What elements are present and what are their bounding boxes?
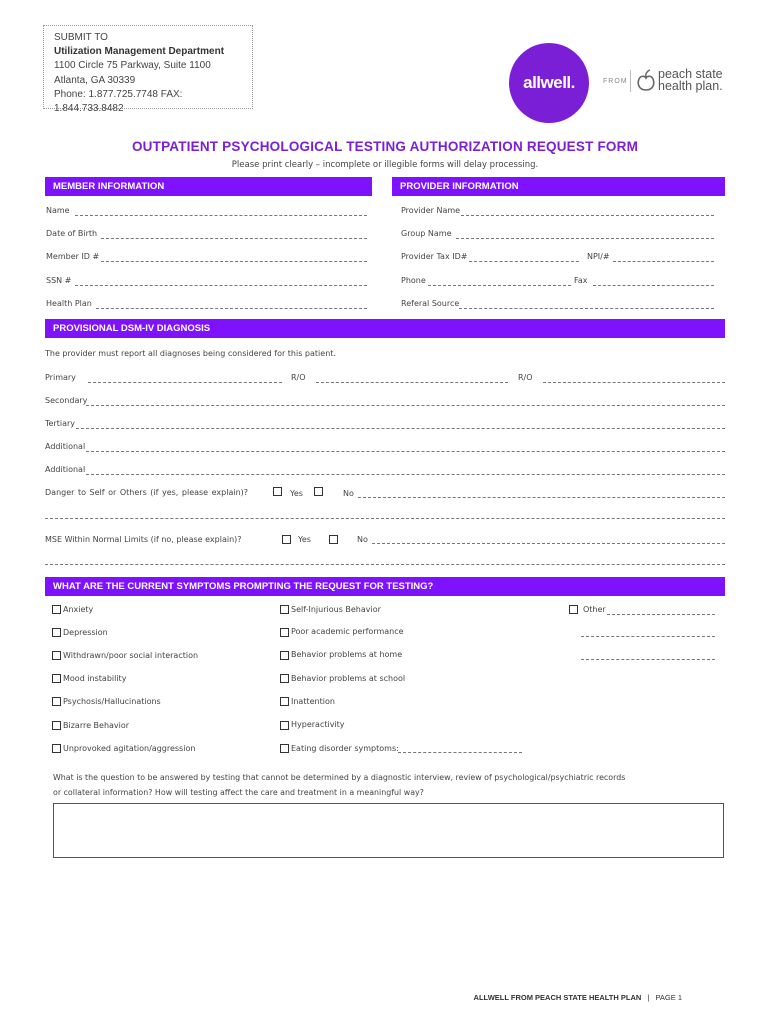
secondary-label: Secondary xyxy=(45,396,88,405)
symptom-label-inattention: Inattention xyxy=(291,697,335,706)
additional-field-2[interactable] xyxy=(86,474,725,475)
diagnosis-header: PROVISIONAL DSM-IV DIAGNOSIS xyxy=(45,319,725,338)
member-health-plan-label: Health Plan xyxy=(46,299,92,308)
testing-question-textbox[interactable] xyxy=(53,803,724,858)
group-name-label: Group Name xyxy=(401,229,452,238)
symptom-label-agitation: Unprovoked agitation/aggression xyxy=(63,744,196,753)
provider-fax-field[interactable] xyxy=(593,285,714,286)
mse-question: MSE Within Normal Limits (if no, please explain)? xyxy=(45,535,242,544)
danger-no-checkbox[interactable] xyxy=(314,487,323,496)
member-ssn-field[interactable] xyxy=(75,285,367,286)
peach-state-line1: peach state xyxy=(658,67,723,81)
diagnosis-note: The provider must report all diagnoses being considered for this patient. xyxy=(45,349,336,358)
submit-phone-fax: Phone: 1.877.725.7748 FAX: 1.844.733.8482 xyxy=(54,88,183,115)
submit-department: Utilization Management Department xyxy=(54,46,225,58)
danger-explain-field[interactable] xyxy=(358,497,725,498)
secondary-field[interactable] xyxy=(86,405,725,406)
danger-yes-label: Yes xyxy=(290,489,303,498)
member-id-label: Member ID # xyxy=(46,252,100,261)
footer-separator: | xyxy=(647,993,650,1002)
additional-label-1: Additional xyxy=(45,442,86,451)
provider-tax-id-label: Provider Tax ID# xyxy=(401,252,468,261)
symptom-checkbox-bizarre[interactable] xyxy=(52,721,61,730)
provider-name-label: Provider Name xyxy=(401,206,461,215)
mse-no-checkbox[interactable] xyxy=(329,535,338,544)
symptom-label-home: Behavior problems at home xyxy=(291,650,403,659)
symptom-label-academic: Poor academic performance xyxy=(291,627,404,636)
symptom-label-withdrawn: Withdrawn/poor social interaction xyxy=(63,651,199,660)
footer-page: PAGE 1 xyxy=(655,993,682,1002)
member-name-field[interactable] xyxy=(75,215,367,216)
logo-separator xyxy=(630,70,631,92)
additional-field-1[interactable] xyxy=(86,451,725,452)
mse-yes-checkbox[interactable] xyxy=(282,535,291,544)
other-field-2[interactable] xyxy=(581,636,715,637)
footer-brand: ALLWELL FROM PEACH STATE HEALTH PLAN xyxy=(473,993,642,1002)
symptom-checkbox-hyperactivity[interactable] xyxy=(280,721,289,730)
submit-to-box xyxy=(43,25,253,115)
symptom-label-hyperactivity: Hyperactivity xyxy=(291,720,345,729)
member-info-header: MEMBER INFORMATION xyxy=(45,177,372,196)
symptom-label-school: Behavior problems at school xyxy=(291,674,406,683)
symptom-checkbox-agitation[interactable] xyxy=(52,744,61,753)
danger-no-label: No xyxy=(343,489,354,498)
mse-no-label: No xyxy=(357,535,368,544)
member-ssn-label: SSN # xyxy=(46,276,72,285)
mse-explain-field[interactable] xyxy=(372,543,725,544)
eating-disorder-field[interactable] xyxy=(398,752,522,753)
allwell-logo xyxy=(509,43,589,123)
group-name-field[interactable] xyxy=(456,238,714,239)
other-field-1[interactable] xyxy=(607,614,715,615)
symptom-checkbox-self-injurious[interactable] xyxy=(280,605,289,614)
danger-yes-checkbox[interactable] xyxy=(273,487,282,496)
testing-question-line1: What is the question to be answered by testing that cannot be determined by a diagnostic interview, review of psychological/psychiatric records xyxy=(53,773,626,782)
ro-field-2[interactable] xyxy=(543,382,725,383)
additional-label-2: Additional xyxy=(45,465,86,474)
provider-info-header: PROVIDER INFORMATION xyxy=(392,177,725,196)
symptom-label-bizarre: Bizarre Behavior xyxy=(63,721,130,730)
ro-label-1: R/O xyxy=(291,373,306,382)
member-dob-label: Date of Birth xyxy=(46,229,98,238)
danger-explain-field-2[interactable] xyxy=(45,518,725,519)
symptom-checkbox-mood[interactable] xyxy=(52,674,61,683)
referral-source-label: Referal Source xyxy=(401,299,460,308)
footer xyxy=(474,993,682,1002)
provider-phone-field[interactable] xyxy=(428,285,571,286)
danger-question: Danger to Self or Others (if yes, please explain)? xyxy=(45,488,249,497)
primary-field[interactable] xyxy=(88,382,282,383)
peach-state-logo-text xyxy=(658,68,723,92)
tertiary-field[interactable] xyxy=(76,428,725,429)
ro-label-2: R/O xyxy=(518,373,533,382)
symptom-checkbox-inattention[interactable] xyxy=(280,697,289,706)
form-subtitle: Please print clearly – incomplete or illegible forms will delay processing. xyxy=(231,160,539,170)
from-label: FROM xyxy=(603,78,628,85)
member-dob-field[interactable] xyxy=(101,238,367,239)
symptom-checkbox-academic[interactable] xyxy=(280,628,289,637)
symptom-label-other: Other xyxy=(583,605,606,614)
mse-yes-label: Yes xyxy=(298,535,311,544)
symptom-checkbox-depression[interactable] xyxy=(52,628,61,637)
other-field-3[interactable] xyxy=(581,659,715,660)
symptoms-header: WHAT ARE THE CURRENT SYMPTOMS PROMPTING THE REQUEST FOR TESTING? xyxy=(45,577,725,596)
form-title: OUTPATIENT PSYCHOLOGICAL TESTING AUTHORIZATION REQUEST FORM xyxy=(131,139,639,154)
npi-label: NPI/# xyxy=(587,252,610,261)
symptom-label-psychosis: Psychosis/Hallucinations xyxy=(63,697,161,706)
npi-field[interactable] xyxy=(613,261,714,262)
symptom-checkbox-psychosis[interactable] xyxy=(52,697,61,706)
symptom-checkbox-withdrawn[interactable] xyxy=(52,651,61,660)
submit-label: SUBMIT TO xyxy=(54,32,108,43)
provider-phone-label: Phone xyxy=(401,276,426,285)
tertiary-label: Tertiary xyxy=(45,419,76,428)
referral-source-field[interactable] xyxy=(459,308,714,309)
member-health-plan-field[interactable] xyxy=(96,308,367,309)
symptom-checkbox-eating[interactable] xyxy=(280,744,289,753)
symptom-checkbox-home[interactable] xyxy=(280,651,289,660)
member-id-field[interactable] xyxy=(101,261,367,262)
symptom-label-mood: Mood instability xyxy=(63,674,127,683)
member-name-label: Name xyxy=(46,206,70,215)
symptom-label-anxiety: Anxiety xyxy=(63,605,94,614)
symptom-checkbox-other[interactable] xyxy=(569,605,578,614)
testing-question-line2: or collateral information? How will testing affect the care and treatment in a meaningful way? xyxy=(53,788,424,797)
mse-explain-field-2[interactable] xyxy=(45,564,725,565)
provider-tax-id-field[interactable] xyxy=(469,261,579,262)
ro-field-1[interactable] xyxy=(316,382,508,383)
provider-fax-label: Fax xyxy=(574,276,588,285)
symptom-checkbox-anxiety[interactable] xyxy=(52,605,61,614)
allwell-logo-text: allwell. xyxy=(523,73,575,92)
submit-address2: Atlanta, GA 30339 xyxy=(54,74,136,86)
peach-state-line2: health plan. xyxy=(658,79,723,93)
provider-name-field[interactable] xyxy=(461,215,714,216)
symptom-label-self-injurious: Self-Injurious Behavior xyxy=(291,605,381,614)
primary-label: Primary xyxy=(45,373,76,382)
symptom-checkbox-school[interactable] xyxy=(280,674,289,683)
submit-address1: 1100 Circle 75 Parkway, Suite 1100 xyxy=(54,60,211,72)
peach-icon xyxy=(636,68,656,92)
symptom-label-eating: Eating disorder symptoms: xyxy=(291,744,399,753)
symptom-label-depression: Depression xyxy=(63,628,108,637)
